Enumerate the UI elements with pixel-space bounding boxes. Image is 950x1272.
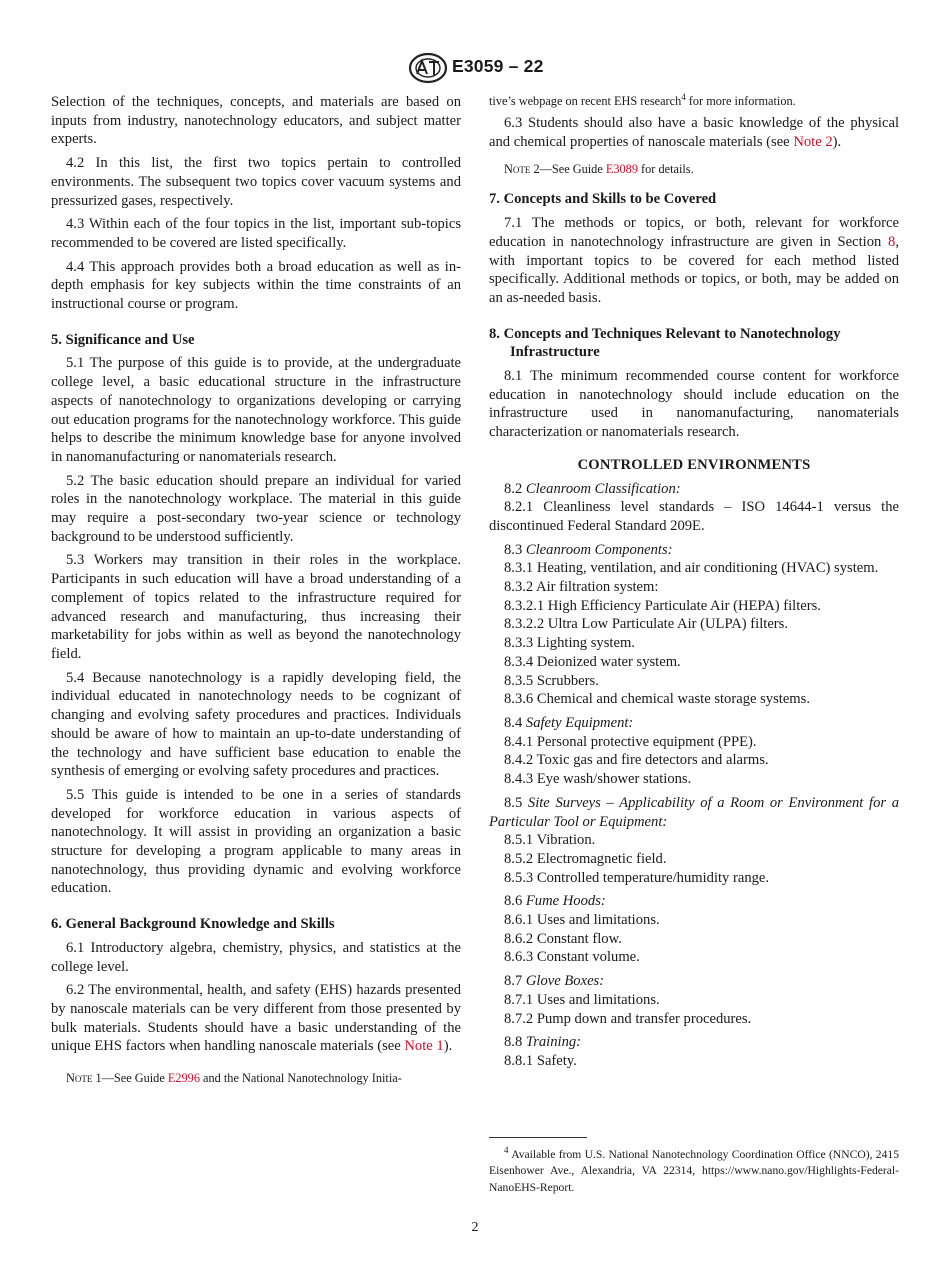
paragraph-8-1: 8.1 The minimum recommended course content for workforce education in nanotechnology should include education on the infrastructure used in nanomanufacturing, nanomaterials characterization or nanomaterials research. [489,368,899,441]
section-6-heading: 6. General Background Knowledge and Skills [51,916,335,933]
section-5-heading: 5. Significance and Use [51,331,195,348]
item-8-4: 8.4 Safety Equipment: [504,714,634,731]
item-8-6-2: 8.6.2 Constant flow. [504,930,622,947]
footnote-rule [489,1137,587,1138]
item-8-8-1: 8.8.1 Safety. [504,1052,577,1069]
item-8-6-1: 8.6.1 Uses and limitations. [504,912,660,929]
item-8-5: 8.5 Site Surveys – Applicability of a Room or Environment for a Particular Tool or Equipment: [489,794,900,830]
item-8-3-2-1: 8.3.2.1 High Efficiency Particulate Air (HEPA) filters. [504,597,821,614]
paragraph-5-1: 5.1 The purpose of this guide is to provide, at the undergraduate college level, a basic educational structure in the infrastructure aspects of nanotechnology to organizations developing or carrying out education programs for the nanotechnology workforce. This guide helps to describe the minimum knowledge base for anyone involved in nanomanufacturing or nanomaterials research. [51,355,461,465]
item-8-3-5: 8.3.5 Scrubbers. [504,672,599,689]
item-8-3: 8.3 Cleanroom Components: [504,541,673,558]
right-column [489,93,899,1071]
item-8-3-6: 8.3.6 Chemical and chemical waste storage systems. [504,691,810,708]
item-8-3-2-2: 8.3.2.2 Ultra Low Particulate Air (ULPA) filters. [504,616,788,633]
paragraph-6-2: 6.2 The environmental, health, and safety (EHS) hazards presented by nanoscale materials can be very different from those presented by bulk materials. Students should have a basic understanding of the unique EHS factors when handling nanoscale materials (see Note 1). [51,982,461,1055]
item-8-6-3: 8.6.3 Constant volume. [504,949,640,966]
item-8-3-2: 8.3.2 Air filtration system: [504,579,659,596]
item-8-7-2: 8.7.2 Pump down and transfer procedures. [504,1010,752,1027]
e2996-link[interactable]: E2996 [167,1071,200,1086]
paragraph-5-2: 5.2 The basic education should prepare an individual for varied roles in the nanotechnology workplace. The material in this guide may require a post-secondary two-year science or technology background to be understood sufficiently. [51,472,461,545]
paragraph-6-1: 6.1 Introductory algebra, chemistry, physics, and statistics at the college level. [51,939,461,975]
item-8-7: 8.7 Glove Boxes: [504,973,605,990]
paragraph-4-3: 4.3 Within each of the four topics in the list, important sub-topics recommended to be covered are listed specifically. [51,216,461,251]
document-id: E3059 – 22 [452,56,544,76]
item-8-2: 8.2 Cleanroom Classification: [504,480,681,497]
section-8-link[interactable]: 8 [888,233,896,250]
paragraph-5-3: 5.3 Workers may transition in their roles in the workplace. Participants in such education will have a broad understanding of a complement of topics related to the infrastructure required for advanced research and manufacturing, thus increasing their marketability for jobs within as well as beyond the nanotechnology field. [51,552,461,662]
footnote-4-ref: 4 [681,92,686,102]
item-8-5-2: 8.5.2 Electromagnetic field. [504,850,667,867]
page-header [0,52,950,88]
paragraph-5-4: 5.4 Because nanotechnology is a rapidly developing field, the individual educated in nanotechnology needs to be cognizant of changing and evolving safety procedures and practices. Individuals should be aware of how to maintain an up-to-date understanding of the technology and have sufficient base education to enable the synthesis of emerging or evolving safety procedures and practices. [51,669,461,780]
footnote-4: $^4$ Available from U.S. National Nanotechnology Coordination Office (NNCO), 2415 Eisenhower Ave., Alexandria, VA 22314, https://www.nano.gov/Highlights-Federal-NanoEHS-Report. [489,1145,899,1194]
item-8-5-3: 8.5.3 Controlled temperature/humidity range. [504,869,770,886]
controlled-environments-heading: CONTROLLED ENVIRONMENTS [577,456,811,473]
item-8-3-1: 8.3.1 Heating, ventilation, and air conditioning (HVAC) system. [504,560,879,577]
item-8-8: 8.8 Training: [504,1034,582,1051]
note-1-continued: tive’s webpage on recent EHS research$^4$ for more information. [489,92,796,108]
paragraph-4-4: 4.4 This approach provides both a broad education as well as in-depth emphasis for key subjects within the time constraints of an instructional course or program. [51,258,461,313]
note-1-link[interactable]: Note 1 [404,1038,444,1055]
item-8-3-4: 8.3.4 Deionized water system. [504,653,681,670]
astm-logo-icon [408,52,448,84]
paragraph-7-1: 7.1 The methods or topics, or both, relevant for workforce education in nanotechnology infrastructure are given in Section 8, with important topics to be covered for each method listed specifically. Additional methods or topics, or both, may be added on an as-needed basis. [489,215,899,306]
item-8-6: 8.6 Fume Hoods: [504,893,606,910]
paragraph-4-2: 4.2 In this list, the first two topics pertain to controlled environments. The subsequent two topics cover vacuum systems and pressurized gases, respectively. [51,155,461,209]
paragraph-6-3: 6.3 Students should also have a basic knowledge of the physical and chemical properties of nanoscale materials (see Note 2). [489,115,899,150]
item-8-2-1: 8.2.1 Cleanliness level standards – ISO 14644-1 versus the discontinued Federal Standard 209E. [489,499,899,534]
item-8-3-3: 8.3.3 Lighting system. [504,635,635,652]
paragraph-5-5: 5.5 This guide is intended to be one in a series of standards developed for workforce education in various aspects of nanotechnology. It will assist in providing an organization a basic structure for developing a program applicable to many areas in nanotechnology, thus providing dynamic and evolving workforce education. [51,786,461,897]
item-8-4-2: 8.4.2 Toxic gas and fire detectors and alarms. [504,752,769,769]
section-8-heading: 8. Concepts and Techniques Relevant to Nanotechnology Infrastructure [489,325,841,361]
item-8-4-3: 8.4.3 Eye wash/shower stations. [504,771,692,788]
item-8-4-1: 8.4.1 Personal protective equipment (PPE). [504,733,757,750]
note-2: Note 2—See Guide E3089 for details. [504,162,694,177]
item-8-7-1: 8.7.1 Uses and limitations. [504,991,660,1008]
item-8-5-1: 8.5.1 Vibration. [504,832,596,849]
section-7-heading: 7. Concepts and Skills to be Covered [489,191,717,208]
e3089-link[interactable]: E3089 [605,162,638,177]
paragraph-4-1-continued: Selection of the techniques, concepts, and materials are based on inputs from industry, nanotechnology educators, and subject matter experts. [51,94,461,148]
page-number: 2 [471,1220,479,1235]
left-column [51,93,461,1098]
note-2-link[interactable]: Note 2 [793,133,833,150]
note-1: Note 1—See Guide E2996 and the National Nanotechnology Initia- [66,1071,402,1086]
